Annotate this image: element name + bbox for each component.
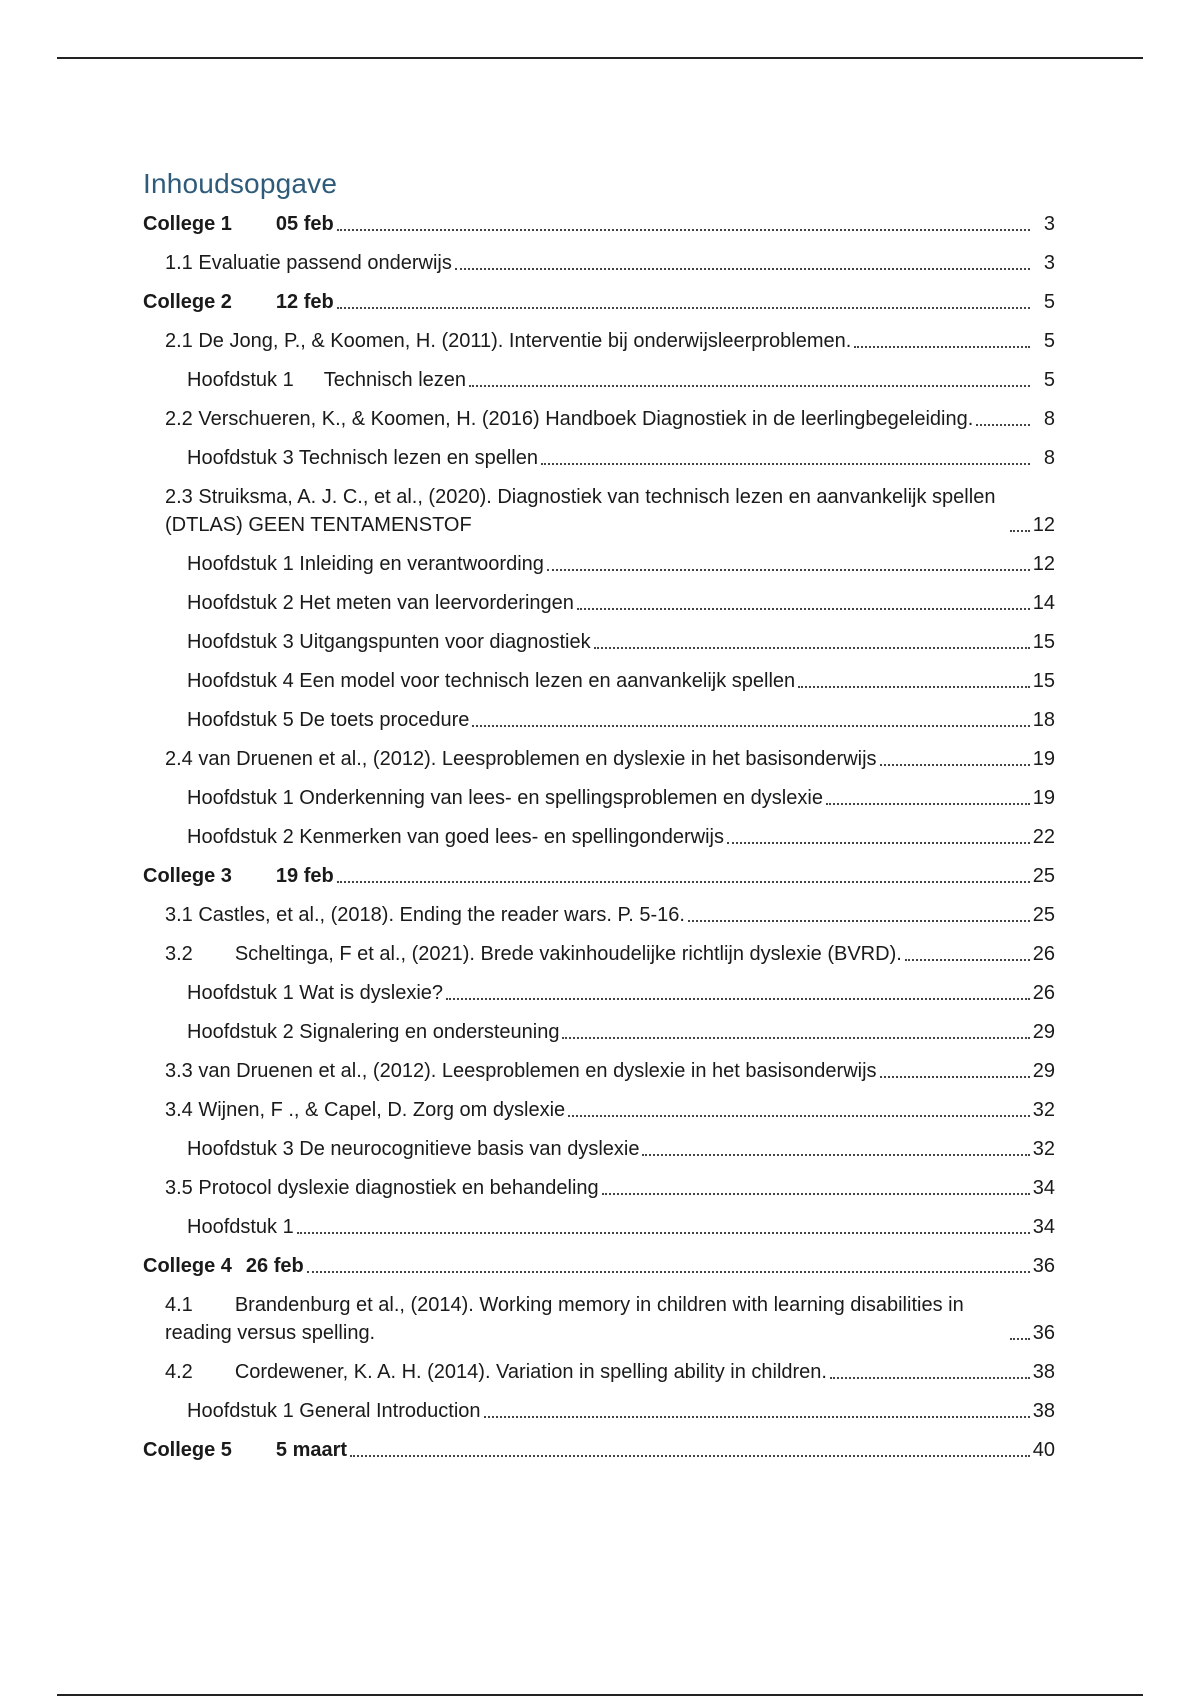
toc-page-number: 36	[1032, 1255, 1055, 1277]
dot-leader	[547, 569, 1030, 571]
toc-entry-text	[165, 1174, 599, 1202]
toc-entry-label: 2.2 Verschueren, K., & Koomen, H. (2016) Handboek Diagnostiek in de leerlingbegeleiding.	[165, 408, 974, 430]
toc-page-number: 18	[1032, 709, 1055, 731]
dot-leader	[826, 803, 1030, 805]
toc-entry[interactable]	[143, 667, 1055, 695]
toc-entry-text	[165, 1291, 1007, 1347]
dot-leader	[337, 307, 1030, 309]
dot-leader	[688, 920, 1030, 922]
toc-entry[interactable]	[143, 483, 1055, 539]
toc-page-number: 12	[1032, 553, 1055, 575]
toc-entry[interactable]	[143, 628, 1055, 656]
toc-entry-text	[143, 1436, 347, 1464]
toc-entry[interactable]	[143, 249, 1055, 277]
toc-entry[interactable]	[143, 1174, 1055, 1202]
toc-entry[interactable]	[143, 1018, 1055, 1046]
toc-entry-text	[187, 706, 469, 734]
dot-leader	[602, 1193, 1030, 1195]
toc-entry[interactable]	[143, 1291, 1055, 1347]
dot-leader	[446, 998, 1030, 1000]
table-of-contents	[143, 210, 1055, 1475]
toc-page-number: 5	[1043, 291, 1055, 313]
toc-entry-label: College 5	[143, 1439, 232, 1461]
toc-entry-label: Hoofdstuk 4 Een model voor technisch lezen en aanvankelijk spellen	[187, 670, 796, 692]
toc-entry-label: Hoofdstuk 3 De neurocognitieve basis van dyslexie	[187, 1138, 640, 1160]
toc-page-number: 36	[1032, 1322, 1055, 1344]
toc-page-number: 5	[1043, 330, 1055, 352]
toc-entry-text	[187, 550, 544, 578]
toc-entry[interactable]	[143, 745, 1055, 773]
toc-entry-label: 3.3 van Druenen et al., (2012). Leesproblemen en dyslexie in het basisonderwijs	[165, 1060, 877, 1082]
toc-page-number: 14	[1032, 592, 1055, 614]
toc-entry-label: Hoofdstuk 2 Het meten van leervorderingen	[187, 592, 574, 614]
toc-entry-subtitle: 19 feb	[275, 865, 334, 887]
toc-entry[interactable]	[143, 862, 1055, 890]
toc-entry-text	[165, 1057, 877, 1085]
toc-entry-text	[165, 327, 851, 355]
toc-entry-label: College 1	[143, 213, 232, 235]
dot-leader	[337, 229, 1030, 231]
toc-page-number: 3	[1043, 252, 1055, 274]
toc-page-number: 40	[1032, 1439, 1055, 1461]
toc-entry[interactable]	[143, 1436, 1055, 1464]
toc-entry-subtitle: 5 maart	[275, 1439, 348, 1461]
toc-entry[interactable]	[143, 405, 1055, 433]
toc-entry[interactable]	[143, 1252, 1055, 1280]
toc-entry[interactable]	[143, 979, 1055, 1007]
toc-entry[interactable]	[143, 589, 1055, 617]
toc-entry-text	[187, 1135, 639, 1163]
dot-leader	[642, 1154, 1029, 1156]
dot-leader	[727, 842, 1030, 844]
toc-entry-label: College 4	[143, 1255, 232, 1277]
toc-entry-text	[187, 667, 795, 695]
toc-page-number: 12	[1032, 514, 1055, 536]
dot-leader	[455, 268, 1030, 270]
toc-page-number: 19	[1032, 748, 1055, 770]
toc-entry-label: College 2	[143, 291, 232, 313]
toc-entry[interactable]	[143, 706, 1055, 734]
dot-leader	[568, 1115, 1030, 1117]
dot-leader	[905, 959, 1030, 961]
dot-leader	[798, 686, 1030, 688]
toc-entry-text	[165, 483, 1007, 539]
toc-entry-label: 2.1 De Jong, P., & Koomen, H. (2011). Interventie bij onderwijsleerproblemen.	[165, 330, 852, 352]
toc-entry-text	[165, 940, 902, 968]
toc-entry-text	[143, 862, 334, 890]
toc-entry-label: Hoofdstuk 1	[187, 1216, 294, 1238]
toc-entry-label: College 3	[143, 865, 232, 887]
toc-entry[interactable]	[143, 1135, 1055, 1163]
toc-entry-text	[187, 1397, 481, 1425]
dot-leader	[594, 647, 1030, 649]
toc-entry-text	[187, 589, 574, 617]
toc-page-number: 8	[1043, 408, 1055, 430]
toc-entry-label: Hoofdstuk 1 General Introduction	[187, 1400, 481, 1422]
toc-entry-text	[187, 628, 591, 656]
dot-leader	[880, 1076, 1030, 1078]
toc-entry[interactable]	[143, 444, 1055, 472]
toc-entry-subtitle: 05 feb	[275, 213, 334, 235]
toc-page-number: 26	[1032, 943, 1055, 965]
toc-entry-text	[143, 210, 334, 238]
toc-entry-label: 3.5 Protocol dyslexie diagnostiek en behandeling	[165, 1177, 599, 1199]
toc-entry-subtitle: Technisch lezen	[323, 369, 467, 391]
toc-page-number: 5	[1043, 369, 1055, 391]
toc-entry[interactable]	[143, 550, 1055, 578]
dot-leader	[577, 608, 1030, 610]
toc-entry-label: 2.4 van Druenen et al., (2012). Leesproblemen en dyslexie in het basisonderwijs	[165, 748, 877, 770]
toc-entry-label: Hoofdstuk 2 Signalering en ondersteuning	[187, 1021, 560, 1043]
toc-entry-text	[187, 784, 823, 812]
toc-entry-text	[187, 444, 538, 472]
dot-leader	[562, 1037, 1029, 1039]
toc-page-number: 38	[1032, 1361, 1055, 1383]
toc-entry-text	[165, 901, 685, 929]
toc-entry[interactable]	[143, 1358, 1055, 1386]
toc-entry-subtitle: 26 feb	[245, 1255, 304, 1277]
toc-entry[interactable]	[143, 823, 1055, 851]
toc-entry-text	[165, 1358, 827, 1386]
toc-entry[interactable]	[143, 940, 1055, 968]
dot-leader	[830, 1377, 1030, 1379]
toc-entry-label: Hoofdstuk 3 Uitgangspunten voor diagnostiek	[187, 631, 591, 653]
dot-leader	[1010, 530, 1030, 532]
toc-entry-text	[165, 249, 452, 277]
dot-leader	[484, 1416, 1030, 1418]
toc-entry[interactable]	[143, 1057, 1055, 1085]
dot-leader	[307, 1271, 1030, 1273]
toc-entry-text	[143, 288, 334, 316]
toc-entry-label: Hoofdstuk 2 Kenmerken van goed lees- en spellingonderwijs	[187, 826, 724, 848]
toc-entry[interactable]	[143, 1096, 1055, 1124]
toc-entry-text	[165, 745, 877, 773]
header-rule	[57, 57, 1143, 59]
toc-entry-label: 3.1 Castles, et al., (2018). Ending the reader wars. P. 5-16.	[165, 904, 685, 926]
toc-page-number: 38	[1032, 1400, 1055, 1422]
toc-entry-label: Hoofdstuk 1	[187, 369, 294, 391]
footer-rule	[57, 1694, 1143, 1696]
toc-entry[interactable]	[143, 901, 1055, 929]
dot-leader	[854, 346, 1030, 348]
toc-page-number: 22	[1032, 826, 1055, 848]
toc-page-number: 34	[1032, 1216, 1055, 1238]
toc-entry-label: 3.2	[165, 943, 193, 965]
dot-leader	[541, 463, 1030, 465]
toc-entry[interactable]	[143, 1397, 1055, 1425]
toc-entry-text	[187, 1018, 559, 1046]
toc-page-number: 34	[1032, 1177, 1055, 1199]
dot-leader	[337, 881, 1030, 883]
toc-page-number: 32	[1032, 1099, 1055, 1121]
toc-page-number: 29	[1032, 1021, 1055, 1043]
toc-entry[interactable]	[143, 327, 1055, 355]
toc-entry[interactable]	[143, 210, 1055, 238]
toc-entry-text	[143, 1252, 304, 1280]
toc-entry[interactable]	[143, 366, 1055, 394]
toc-entry-subtitle: Scheltinga, F et al., (2021). Brede vakinhoudelijke richtlijn dyslexie (BVRD).	[234, 943, 902, 965]
dot-leader	[880, 764, 1030, 766]
toc-page-number: 26	[1032, 982, 1055, 1004]
toc-entry-text	[187, 366, 466, 394]
toc-entry-text	[187, 1213, 294, 1241]
toc-entry-subtitle: Cordewener, K. A. H. (2014). Variation in spelling ability in children.	[234, 1361, 827, 1383]
dot-leader	[469, 385, 1030, 387]
toc-entry-label: 1.1 Evaluatie passend onderwijs	[165, 252, 452, 274]
toc-entry-label: 4.1	[165, 1294, 193, 1316]
toc-page-number: 25	[1032, 865, 1055, 887]
toc-title: Inhoudsopgave	[143, 168, 338, 199]
dot-leader	[976, 424, 1030, 426]
toc-page-number: 29	[1032, 1060, 1055, 1082]
toc-entry-label: Hoofdstuk 1 Inleiding en verantwoording	[187, 553, 544, 575]
toc-entry-text	[165, 405, 973, 433]
dot-leader	[350, 1455, 1030, 1457]
dot-leader	[1010, 1338, 1030, 1340]
toc-page-number: 25	[1032, 904, 1055, 926]
toc-entry-text	[187, 979, 443, 1007]
toc-page-number: 32	[1032, 1138, 1055, 1160]
toc-entry[interactable]	[143, 288, 1055, 316]
toc-entry[interactable]	[143, 1213, 1055, 1241]
toc-page-number: 15	[1032, 631, 1055, 653]
toc-entry-label: 4.2	[165, 1361, 193, 1383]
toc-entry-subtitle: 12 feb	[275, 291, 334, 313]
toc-page-number: 8	[1043, 447, 1055, 469]
toc-entry-text	[187, 823, 724, 851]
dot-leader	[297, 1232, 1030, 1234]
toc-page-number: 19	[1032, 787, 1055, 809]
toc-entry-label: Hoofdstuk 5 De toets procedure	[187, 709, 470, 731]
toc-entry-text	[165, 1096, 565, 1124]
toc-entry-label: 3.4 Wijnen, F ., & Capel, D. Zorg om dyslexie	[165, 1099, 566, 1121]
toc-entry-label: Hoofdstuk 1 Wat is dyslexie?	[187, 982, 444, 1004]
toc-entry-label: Hoofdstuk 1 Onderkenning van lees- en spellingsproblemen en dyslexie	[187, 787, 823, 809]
toc-entry-subtitle: Brandenburg et al., (2014). Working memory in children with learning disabilities in reading versus spelling.	[165, 1294, 964, 1344]
toc-entry[interactable]	[143, 784, 1055, 812]
toc-page-number: 3	[1043, 213, 1055, 235]
toc-page-number: 15	[1032, 670, 1055, 692]
toc-entry-label: 2.3 Struiksma, A. J. C., et al., (2020). Diagnostiek van technisch lezen en aanvankelijk spellen (DTLAS) GEEN TENTAMENSTOF	[165, 486, 996, 536]
toc-entry-label: Hoofdstuk 3 Technisch lezen en spellen	[187, 447, 538, 469]
dot-leader	[472, 725, 1029, 727]
